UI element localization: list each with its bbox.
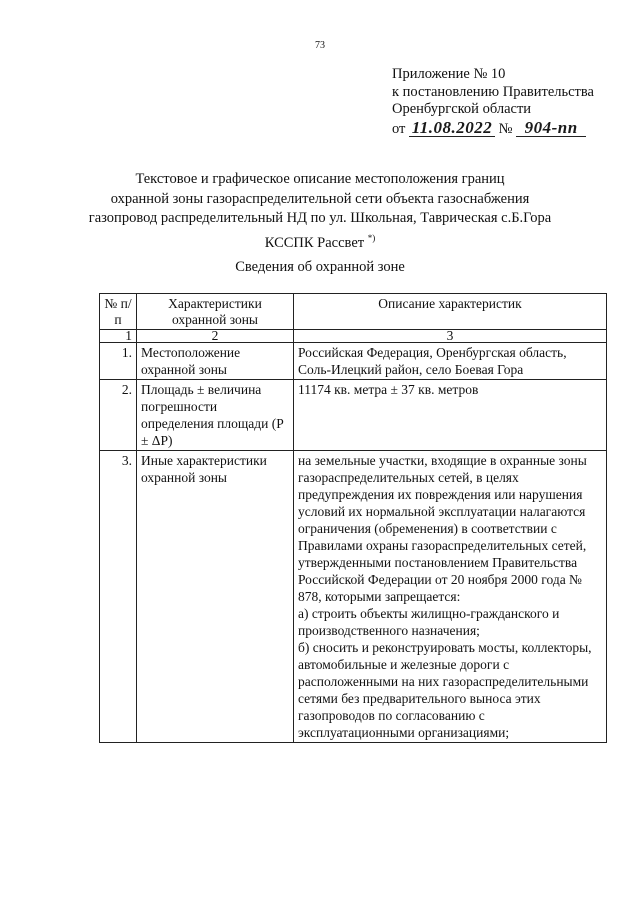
- column-number: 2: [137, 330, 294, 343]
- row-description: [294, 451, 607, 743]
- restriction-intro: на земельные участки, входящие в охранные зоны газораспределительных сетей, в целях предупреждения их повреждения или нарушения условий их нормальной эксплуатации налагаются ограничения (обременения) в соответствии с Правилами охраны газораспределительных сетей, утвержденными постановлением Правительства Российской Федерации от 20 ноября 2000 года № 878, которыми запрещается:: [298, 453, 587, 604]
- restriction-item-b: б) сносить и реконструировать мосты, коллекторы, автомобильные и железные дороги с расположенными на них газораспределительными сетями без предварительного выноса этих газопроводов по согласованию с эксплуатационными организациями;: [298, 640, 592, 740]
- handwritten-date: 11.08.2022: [409, 119, 495, 137]
- table-row: [100, 343, 607, 380]
- header-description: Описание характеристик: [294, 294, 607, 330]
- title-line-1: Текстовое и графическое описание местоположения границ: [135, 171, 505, 187]
- page-number: 73: [315, 40, 325, 51]
- row-number: 1.: [100, 343, 137, 380]
- title-line-2: охранной зоны газораспределительной сети объекта газоснабжения: [110, 190, 530, 207]
- row-characteristic: Местоположение охранной зоны: [137, 343, 294, 380]
- appendix-date-line: [392, 119, 594, 139]
- table-header-row: [100, 294, 607, 330]
- table-row: [100, 451, 607, 743]
- row-description: 11174 кв. метра ± 37 кв. метров: [294, 380, 607, 451]
- date-prefix: от: [392, 120, 406, 137]
- row-characteristic: Иные характеристики охранной зоны: [137, 451, 294, 743]
- row-number: 2.: [100, 380, 137, 451]
- row-description: Российская Федерация, Оренбургская область, Соль-Илецкий район, село Боевая Гора: [294, 343, 607, 380]
- appendix-region: Оренбургской области: [392, 101, 532, 117]
- number-prefix: №: [498, 120, 513, 137]
- handwritten-number: 904-пп: [516, 119, 586, 137]
- protection-zone-table: [99, 293, 607, 743]
- restriction-item-a: а) строить объекты жилищно-гражданского и производственного назначения;: [298, 606, 560, 638]
- appendix-block: [392, 66, 594, 138]
- table-row: [100, 380, 607, 451]
- document-title: [0, 170, 640, 253]
- column-number-row: [100, 330, 607, 343]
- row-number: 3.: [100, 451, 137, 743]
- column-number: 1: [100, 330, 137, 343]
- title-line-4: [0, 229, 640, 253]
- appendix-reference: к постановлению Правительства: [392, 83, 594, 100]
- column-number: 3: [294, 330, 607, 343]
- header-characteristics: Характеристики охранной зоны: [137, 294, 294, 330]
- section-subtitle: Сведения об охранной зоне: [235, 259, 405, 275]
- title-object-name: КССПК Рассвет: [264, 234, 365, 251]
- header-number: № п/п: [100, 294, 137, 330]
- footnote-mark: *): [367, 232, 376, 243]
- appendix-title: Приложение № 10: [392, 66, 506, 82]
- title-line-3: газопровод распределительный НД по ул. Школьная, Таврическая с.Б.Гора: [88, 210, 552, 226]
- row-characteristic: Площадь ± величина погрешности определения площади (P ± ΔP): [137, 380, 294, 451]
